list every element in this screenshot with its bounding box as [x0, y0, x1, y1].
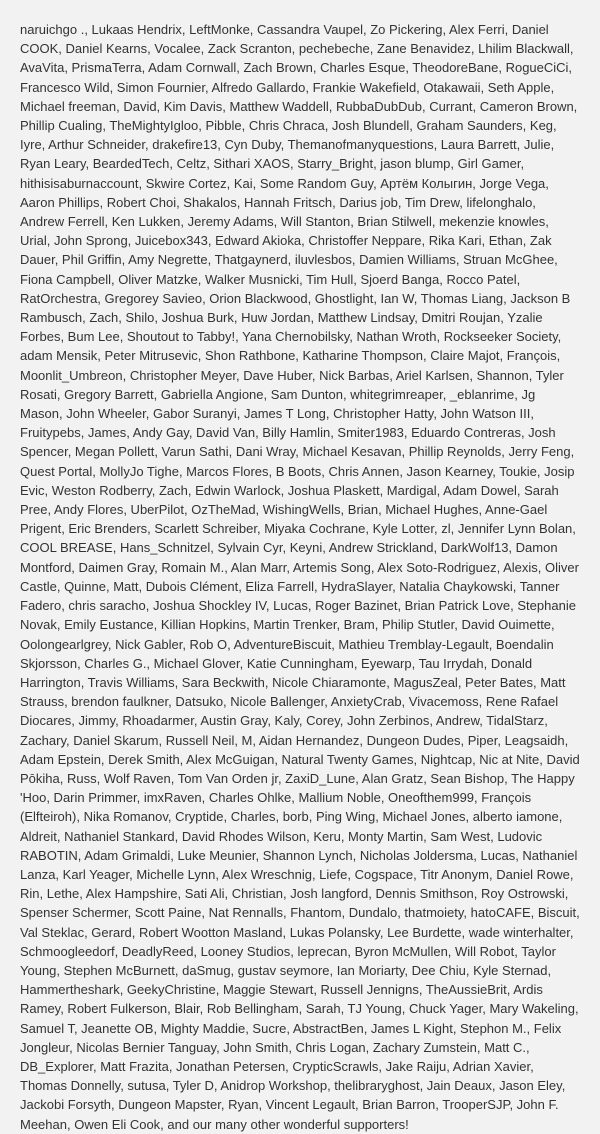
supporters-list: naruichgo ., Lukaas Hendrix, LeftMonke, Cassandra Vaupel, Zo Pickering, Alex Ferri, Daniel COOK, Daniel Kearns, Vocalee, Zack Scranton, pechebeche, Zane Benavidez, Lhilim Blackwall, AvaVita, PrismaTerra, Adam Cornwall, Zach Brown, Charles Esque, TheodoreBane, RogueCiCi, Francesco Wild, Simon Fournier, Alfredo Gallardo, Frankie Wakefield, Otakawaii, Seth Apple, Michael freeman, David, Kim Davis, Matthew Waddell, RubbaDubDub, Currant, Cameron Brown, Phillip Cualing, TheMightyIgloo, Pibble, Chris Chraca, Josh Blundell, Graham Saunders, Keg, Iyre, Arthur Schneider, drakefire13, Cyn Duby, Themanofmanyquestions, Laura Barrett, Julie, Ryan Leary, BeardedTech, Celtz, Sithari XAOS, Starry_Bright, jason blump, Girl Gamer, hithisisaburnaccount, Skwire Cortez, Kai, Some Random Guy, Артём Колыгин, Jorge Vega, Aaron Phillips, Robert Choi, Shakalos, Hannah Fritsch, Darius job, Tim Drew, lifelonghalo, Andrew Ferrell, Ken Lukken, Jeremy Adams, Will Stanton, Brian Stilwell, mekenzie knowles, Urial, John Sprong, Juicebox343, Edward Akioka, Christoffer Neppare, Rika Kari, Ethan, Zak Dauer, Phil Griffin, Amy Negrette, Thatgaynerd, iluvlesbos, Damien Williams, Struan McGhee, Fiona Campbell, Oliver Matzke, Walker Musnicki, Tim Hull, Sjoerd Banga, Rocco Patel, RatOrchestra, Gregorey Savieo, Orion Blackwood, Ghostlight, Ian W, Thomas Liang, Jackson B Rambusch, Zach, Shilo, Joshua Burk, Huw Jordan, Matthew Lindsay, Dmitri Roujan, Yzalie Forbes, Bum Lee, Shoutout to Tabby!, Yana Chernobilsky, Nathan Wroth, Rockseeker Society, adam Mensik, Peter Mitrusevic, Shon Rathbone, Katharine Thompson, Claire Majot, François, Moonlit_Umbreon, Christopher Meyer, Dave Huber, Nick Barbas, Ariel Karlsen, Shannon, Tyler Rosati, Gregory Barrett, Gabriella Angione, Sam Dunton, whitegrimreaper, _eblanrime, Jg Mason, John Wheeler, Gabor Suranyi, James T Long, Christopher Hatty, John Watson III, Fruitypebs, James, Andy Gay, David Van, Billy Hamlin, Smiter1983, Eduardo Contreras, Josh Spencer, Megan Pollett, Varun Sathi, Dani Wray, Michael Kesavan, Phillip Reynolds, Jerry Feng, Quest Portal, MollyJo Tighe, Marcos Flores, B Boots, Chris Annen, Jason Kearney, Toukie, Josip Evic, Weston Rodberry, Zach, Edwin Warlock, Joshua Plaskett, Mardigal, Adam Dowel, Sarah Pree, Andy Flores, UberPilot, OzTheMad, WishingWells, Brian, Michael Hughes, Anne-Gael Prigent, Eric Brenders, Scarlett Schreiber, Miyaka Cochrane, Kyle Lotter, zl, Jennifer Lynn Bolan, COOL BREASE, Hans_Schnitzel, Sylvain Cyr, Keyni, Andrew Strickland, DarkWolf13, Damon Montford, Daimen Gray, Romain M., Alan Marr, Artemis Song, Alex Soto-Rodriguez, Alexis, Oliver Castle, Quinne, Matt, Dubois Clément, Eliza Farrell, HydraSlayer, Natalia Chaykowski, Tanner Fadero, chris saracho, Joshua Shockley IV, Lucas, Roger Bazinet, Brian Patrick Love, Stephanie Novak, Emily Eustance, Killian Hopkins, Martin Trenker, Bram, Philip Stutler, David Ouimette, Oolongearlgrey, Nick Gabler, Rob O, AdventureBiscuit, Mathieu Tremblay-Legault, Boendalin Skjorsson, Charles G., Michael Glover, Katie Cunningham, Eyewarp, Tau Irrydah, Donald Harrington, Travis Williams, Sara Beckwith, Nicole Chiaramonte, MagusZeal, Peter Bates, Matt Strauss, brendon faulkner, Datsuko, Nicole Ballenger, AnxietyCrab, Vivacemoss, Rene Rafael Diocares, Jimmy, Rhoadarmer, Austin Gray, Kaly, Corey, John Zerbinos, Andrew, TidalStarz, Zachary, Daniel Skarum, Russell Neil, M, Aidan Hernandez, Dungeon Dudes, Piper, Leagsaidh, Adam Epstein, Derek Smith, Alex McGuigan, Natural Twenty Games, Nightcap, Nic at Nite, David Pōkiha, Russ, Wolf Raven, Tom Van Orden jr, ZaxiD_Lune, Alan Gratz, Sean Bishop, The Happy 'Hoo, Darin Primmer, imxRaven, Charles Ohlke, Mallium Noble, Oneofthem999, François (Elfteiroh), Nika Romanov, Cryptide, Charles, borb, Ping Wing, Michael Jones, alberto iamone, Aldreit, Nathaniel Stankard, David Rhodes Wilson, Keru, Monty Martin, Sam West, Ludovic RABOTIN, Adam Grimaldi, Luke Meunier, Shannon Lynch, Nicholas Joldersma, Lucas, Nathaniel Lanza, Karl Yeager, Michelle Lynn, Alex Wreschnig, Liefe, Cogspace, Titr Anonym, Daniel Rowe, Rin, Lethe, Alex Hampshire, Sati Ali, Christian, Josh langford, Dennis Smithson, Roy Ostrowski, Spenser Schermer, Scott Paine, Nat Rennalls, Fhantom, Dundalo, thatmoiety, hatoCAFE, Biscuit, Val Steklac, Gerard, Robert Wootton Masland, Lukas Polansky, Lee Burdette, wade winterhalter, Schmoogleedorf, DeadlyReed, Looney Studios, leprecan, Byron McMullen, Will Robot, Taylor Young, Stephen McBurnett, daSmug, gustav seymore, Ian Moriarty, Dee Chiu, Kyle Sternad, Hammertheshark, GeekyChristine, Maggie Stewart, Russell Jennigns, TheAussieBrit, Ardis Ramey, Robert Fulkerson, Blair, Rob Bellingham, Sarah, TJ Young, Chuck Yager, Mary Wakeling, Samuel T, Jeanette OB, Mighty Maddie, Sucre, AbstractBen, James L Kight, Stephon M., Felix Jongleur, Nicolas Bernier Tanguay, John Smith, Chris Logan, Zachary Zumstein, Matt C., DB_Explorer, Matt Frazita, Jonathan Petersen, CrypticScrawls, Jake Raiju, Adrian Xavier, Thomas Donnelly, sutusa, Tyler D, Anidrop Workshop, thelibraryghost, Jain Deaux, Jason Eley, Jackobi Forsyth, Dungeon Mapster, Ryan, Vincent Legault, Brian Barron, TrooperSJP, John F. Meehan, Owen Eli Cook, and our many other wonderful supporters!	[20, 22, 580, 1132]
